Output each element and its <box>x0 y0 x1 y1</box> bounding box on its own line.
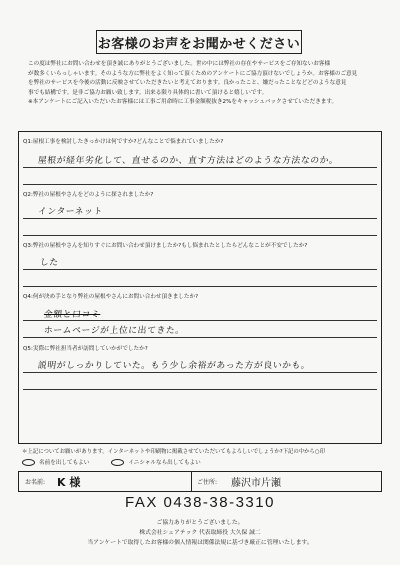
fax-number: FAX 0438-38-3310 <box>125 494 275 511</box>
answer-line <box>23 389 377 390</box>
company-text: 株式会社シェアテック 代表取締役 大久保 誠二 <box>139 530 261 536</box>
name-value: K 様 <box>57 475 81 489</box>
consent-option-1: 名前を出してもよい <box>39 460 90 466</box>
question-5-label: Q5:実際に弊社担当者が訪問していかがでしたか? <box>23 346 148 352</box>
questions-box <box>18 131 382 444</box>
intro-line: を弊社のサービスを今後の活動に反映させていただきたいと考えております。良かったこと、嫌だったことなどどのような意見 <box>28 80 347 87</box>
divider <box>191 472 192 491</box>
privacy-text: 当アンケートで取得したお客様の個人情報は関係法規に基づき厳正に管理いたします。 <box>87 540 313 546</box>
question-2-label: Q2:弊社の屋根やさんをどのように探されましたか? <box>23 192 154 198</box>
answer-5: 説明がしっかりしていた。もう少し余裕があった方が良いかも。 <box>37 361 311 371</box>
answer-line <box>23 218 377 219</box>
question-1-label: Q1:屋根工事を検討したきっかけは何ですか?どんなことで悩まれていましたか? <box>23 139 224 145</box>
answer-line <box>23 337 377 338</box>
question-4-label: Q4:何が決め手となり弊社の屋根やさんにお問い合わせ頂きましたか? <box>23 294 199 300</box>
intro-line: この度は弊社にお問い合わせを頂き誠にありがとうございました。世の中には弊社の存在やサービスをご存知ないお客様 <box>28 61 331 67</box>
answer-3: した <box>39 258 60 268</box>
address-value: 藤沢市片瀬 <box>231 478 281 489</box>
consent-options <box>22 458 201 466</box>
page-title: お客様のお声をお聞かせください <box>96 30 302 54</box>
option-oval[interactable] <box>111 459 124 466</box>
name-label: お名前: <box>25 479 46 486</box>
thanks-text: ご協力ありがとうございました。 <box>156 520 244 526</box>
answer-line <box>23 167 377 168</box>
intro-line: が数多くいらっしゃいます。そのような方に弊社をよく知って頂くためのアンケートにご協力頂けないでしょうか。お客様のご意見 <box>28 70 358 77</box>
intro-text <box>28 60 378 108</box>
intro-line: ※本アンケートにご記入いただいたお客様には工事ご用命時に工事金額税抜き2%をキャッシュバックさせていただきます。 <box>28 99 338 106</box>
name-address-row <box>18 471 382 492</box>
answer-line <box>23 286 377 287</box>
answer-1: 屋根が経年劣化して、直せるのか、直す方法はどのような方法なのか。 <box>37 156 339 166</box>
answer-4: ホームページが上位に出てきた。 <box>43 326 186 336</box>
consent-note: ＊上記についてお願いがあります。インターネットや印刷物に掲載させていただいてもよろしいでしょうか?下記の中から○印 <box>22 449 326 455</box>
question-3-label: Q3:弊社の屋根やさんを知りすぐにお問い合わせ頂けましたか?もし悩まれたとしたらどんなことが不安でしたか? <box>23 243 308 249</box>
answer-2: インターネット <box>37 207 104 217</box>
answer-line <box>23 320 377 321</box>
answer-4-struck: 金額と口コミ <box>43 310 101 320</box>
consent-option-2: イニシャルなら出してもよい <box>128 460 201 466</box>
option-oval[interactable] <box>22 459 35 466</box>
answer-line <box>23 372 377 373</box>
intro-line: 事でも結構です。是非ご協力お願い致します。出来る限り具体的に書いて頂けると嬉しいです。 <box>28 89 268 96</box>
answer-line <box>23 269 377 270</box>
answer-line <box>23 235 377 236</box>
answer-line <box>23 184 377 185</box>
address-label: ご住所: <box>197 479 218 486</box>
